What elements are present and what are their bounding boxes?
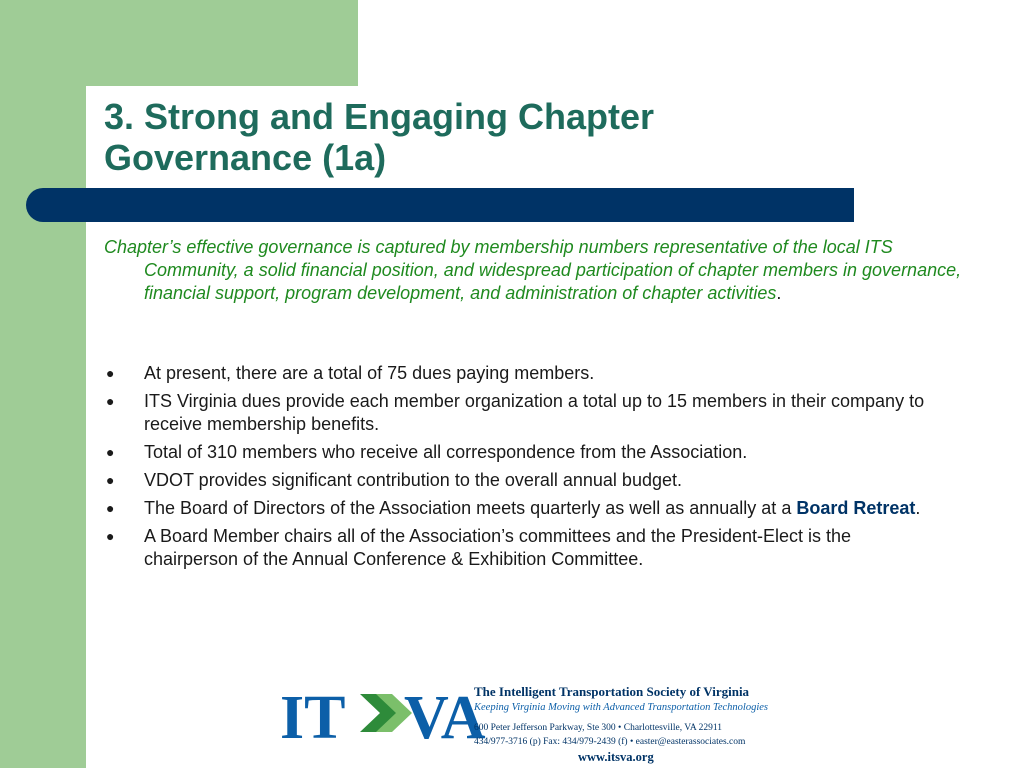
- intro-text: Chapter’s effective governance is captured by membership numbers representative of the local ITS Community, a solid financial position, and widespread participation of chapter members in governance, financial support, program development, and administration of chapter activities: [104, 237, 962, 303]
- bullet-item: [104, 362, 934, 385]
- logo-letters-it: IT: [280, 684, 346, 752]
- org-address: 600 Peter Jefferson Parkway, Ste 300 • Charlottesville, VA 22911: [474, 723, 723, 733]
- org-contact: 434/977-3716 (p) Fax: 434/979-2439 (f) • easter@easterassociates.com: [474, 737, 746, 747]
- title-line-2: Governance (1a): [104, 137, 387, 178]
- bullet-list: [104, 362, 934, 576]
- bullet-text: The Board of Directors of the Association meets quarterly as well as annually at a: [144, 498, 797, 518]
- top-green-band: [0, 0, 358, 86]
- bullet-dot-icon: ●: [106, 500, 115, 516]
- board-retreat-emphasis: Board Retreat: [796, 498, 916, 518]
- bullet-text: Total of 310 members who receive all correspondence from the Association.: [144, 442, 748, 462]
- title-line-1: 3. Strong and Engaging Chapter: [104, 96, 655, 137]
- bullet-item: [104, 390, 934, 436]
- itsva-footer-logo: [280, 678, 780, 768]
- intro-paragraph: [104, 236, 974, 305]
- org-name: The Intelligent Transportation Society of Virginia: [474, 684, 750, 699]
- bullet-item: [104, 497, 934, 520]
- bullet-dot-icon: ●: [106, 393, 115, 409]
- logo-text-block: [474, 684, 784, 749]
- bullet-text-end: .: [915, 498, 921, 518]
- bullet-dot-icon: ●: [106, 444, 115, 460]
- title-divider-bar: [26, 188, 854, 222]
- bullet-item: [104, 525, 934, 571]
- slide-title: [104, 96, 904, 178]
- logo-letters-va: VA: [404, 684, 486, 752]
- bullet-text: VDOT provides significant contribution to the overall annual budget.: [144, 470, 682, 490]
- bullet-item: [104, 441, 934, 464]
- bullet-text: ITS Virginia dues provide each member organization a total up to 15 members in their company to receive membership benefits.: [144, 391, 925, 434]
- bullet-text: At present, there are a total of 75 dues paying members.: [144, 363, 595, 383]
- bullet-dot-icon: ●: [106, 365, 115, 381]
- bullet-dot-icon: ●: [106, 472, 115, 488]
- bullet-text: A Board Member chairs all of the Association’s committees and the President-Elect is the chairperson of the Annual Conference & Exhibition Committee.: [144, 526, 852, 569]
- bullet-item: [104, 469, 934, 492]
- left-green-band: [0, 0, 86, 768]
- website-link[interactable]: www.itsva.org: [578, 750, 654, 764]
- itsva-logo-icon: [280, 682, 486, 752]
- bullet-dot-icon: ●: [106, 528, 115, 544]
- intro-period: .: [776, 283, 782, 303]
- org-tagline: Keeping Virginia Moving with Advanced Transportation Technologies: [474, 702, 768, 713]
